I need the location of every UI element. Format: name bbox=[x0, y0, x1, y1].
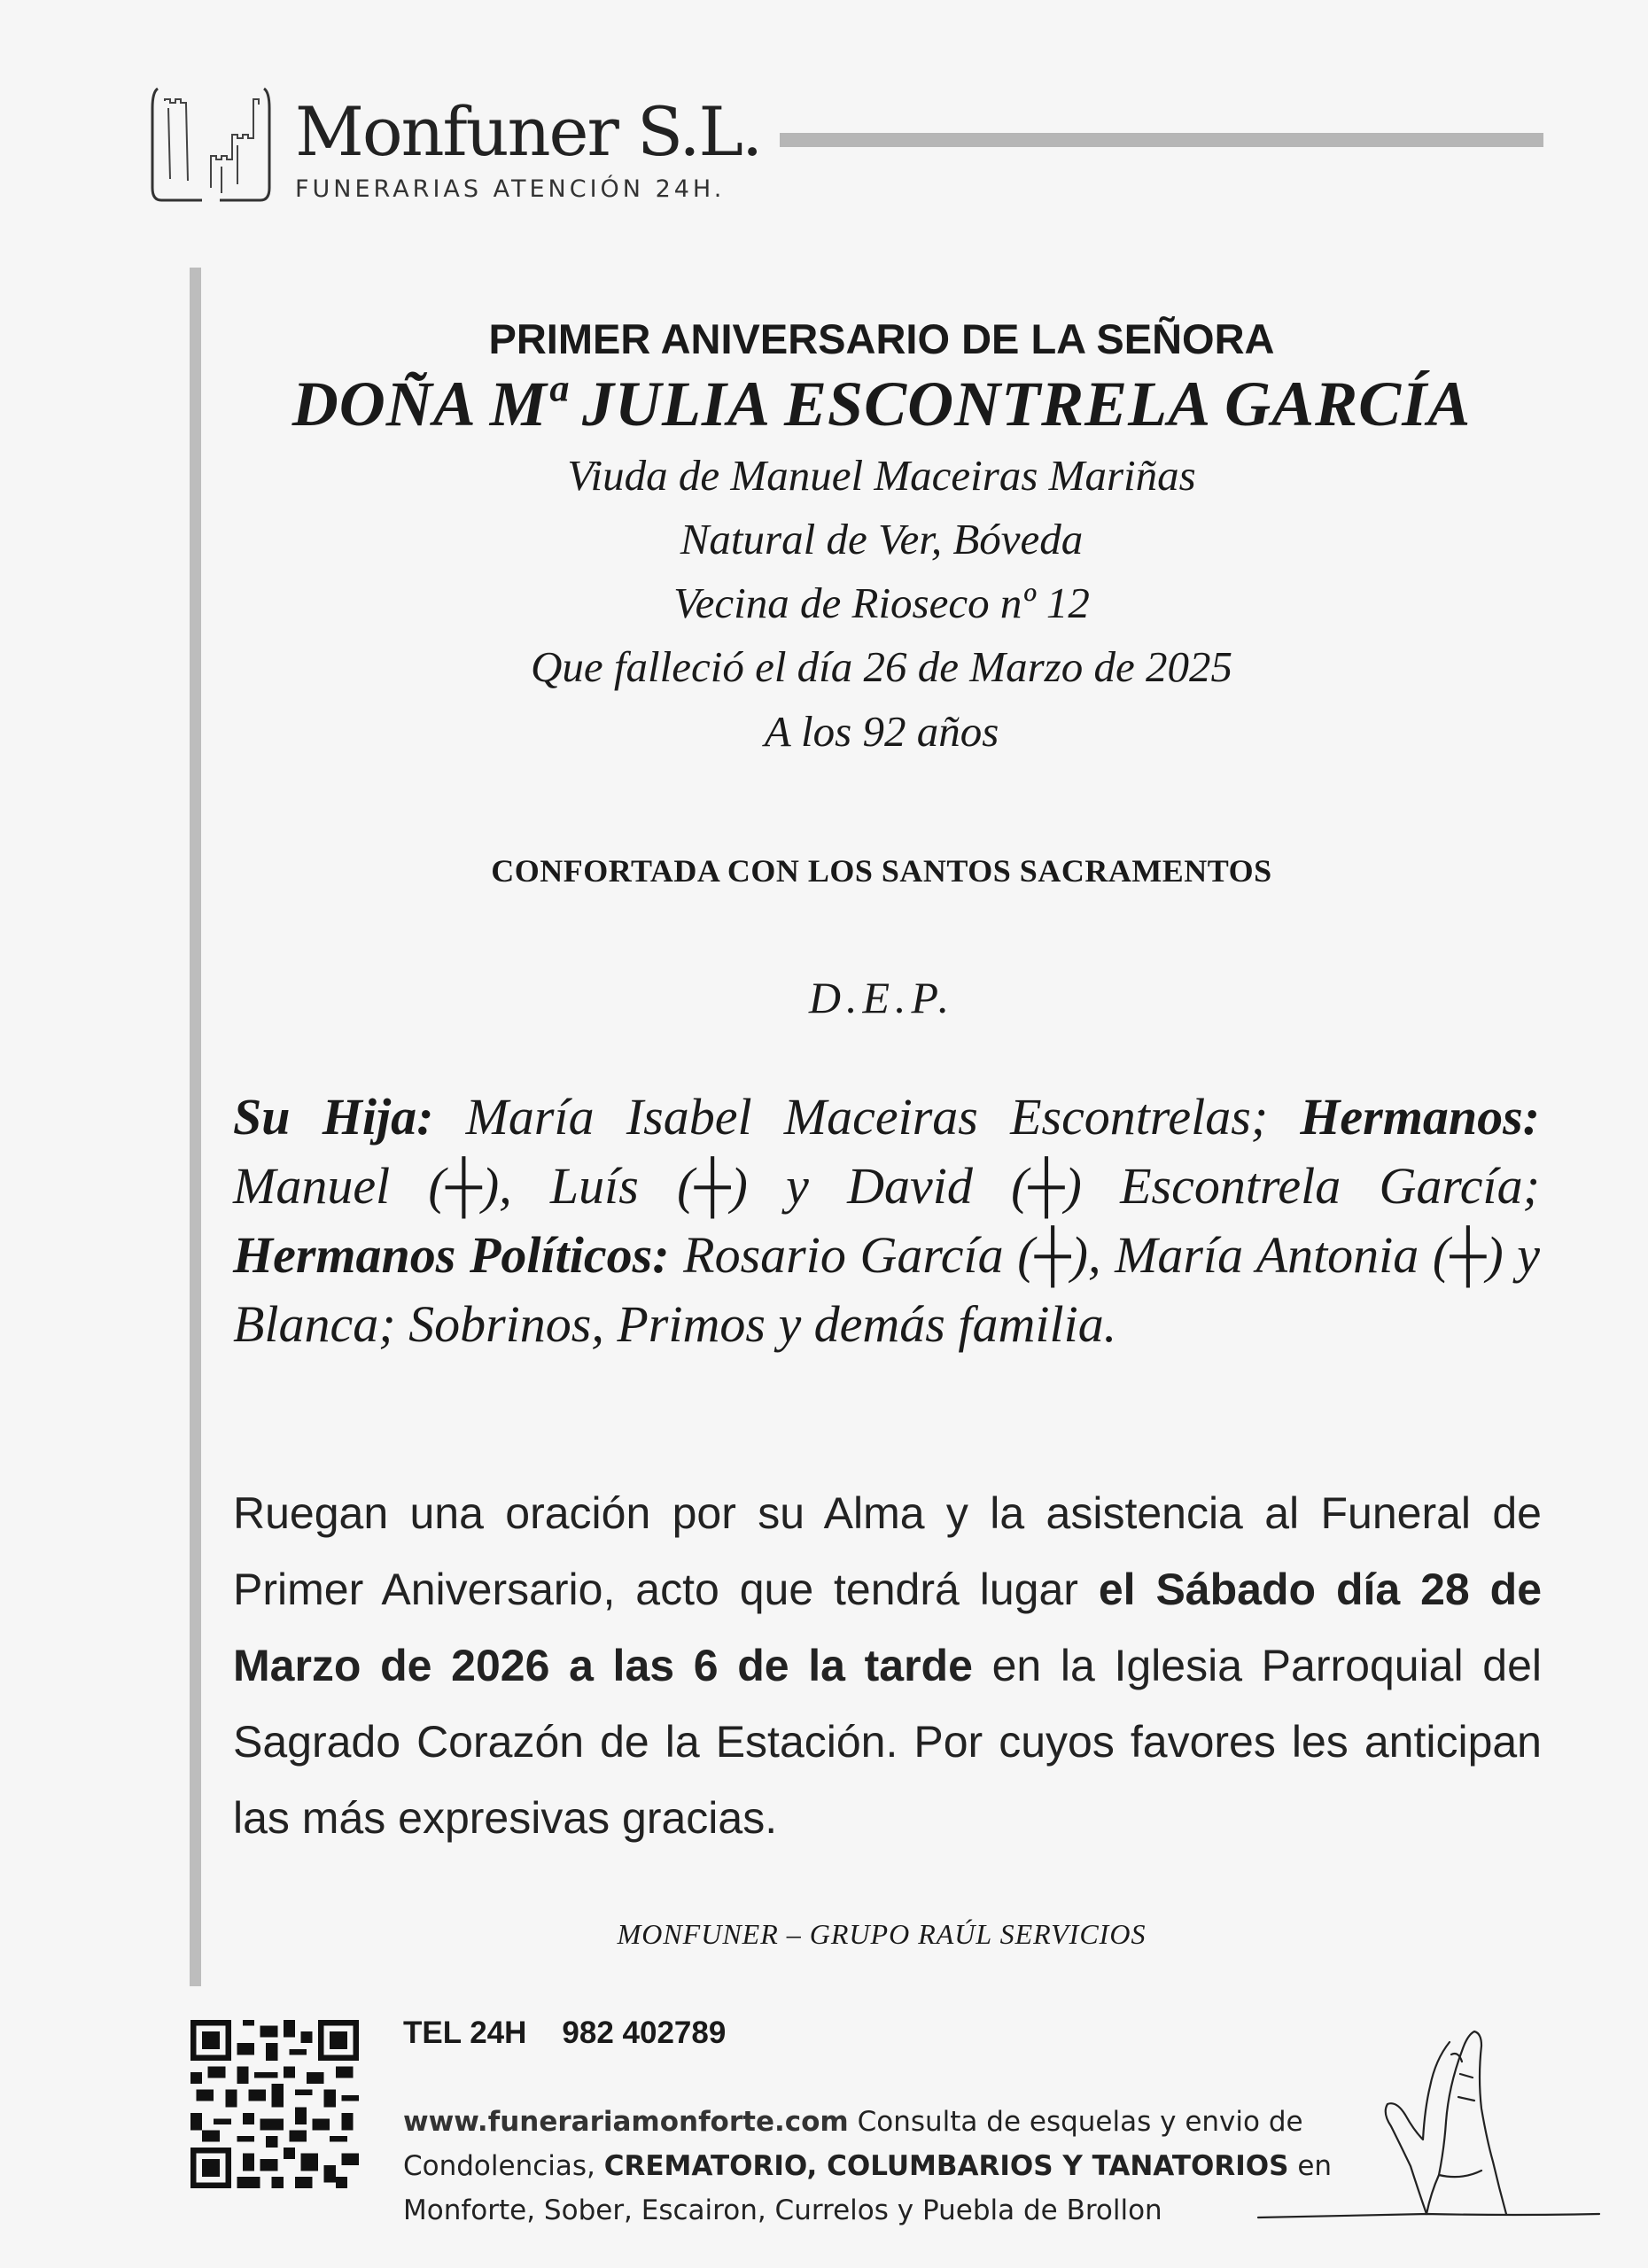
family-paragraph bbox=[233, 1083, 1540, 1359]
deceased-name: DOÑA Mª JULIA ESCONTRELA GARCÍA bbox=[292, 369, 1472, 439]
monfuner-logo-icon bbox=[149, 82, 273, 204]
header-divider bbox=[780, 133, 1543, 147]
family-rest: Sobrinos, Primos y demás familia. bbox=[408, 1295, 1117, 1353]
cross-icon: ┼ bbox=[1034, 1226, 1071, 1284]
hija-name: María Isabel Maceiras Escontrelas; bbox=[465, 1088, 1269, 1146]
footer-services: CREMATORIO, COLUMBARIOS Y TANATORIOS bbox=[603, 2150, 1289, 2182]
politicos-text-1: Rosario García ( bbox=[683, 1226, 1035, 1284]
dep-line: D.E.P. bbox=[808, 973, 955, 1022]
brand-tagline: FUNERARIAS ATENCIÓN 24H. bbox=[295, 175, 726, 203]
qr-code-icon bbox=[190, 2020, 359, 2188]
footer-text-1: Consulta de esquelas y envio de Condolencias, bbox=[403, 2106, 1303, 2182]
death-date-line: Que falleció el día 26 de Marzo de 2025 bbox=[530, 642, 1232, 691]
website-link[interactable]: www.funerariamonforte.com bbox=[403, 2106, 849, 2138]
tel-number[interactable]: 982 402789 bbox=[562, 2016, 727, 2050]
hermanos-text-2: ), Luís ( bbox=[481, 1157, 695, 1215]
praying-hands-icon bbox=[1249, 2016, 1604, 2228]
footer-text bbox=[403, 2100, 1333, 2233]
left-vertical-rule bbox=[190, 268, 201, 1986]
sacraments-line: CONFORTADA CON LOS SANTOS SACRAMENTOS bbox=[491, 853, 1272, 889]
politicos-text-3: ) y Blanca; bbox=[233, 1226, 1541, 1353]
hermanos-text-4: ) bbox=[1064, 1157, 1082, 1215]
hermanos-text-1: Manuel ( bbox=[233, 1157, 446, 1215]
tel-label: TEL 24H bbox=[403, 2016, 527, 2050]
age-line: A los 92 años bbox=[764, 707, 999, 756]
prayer-text-1: Ruegan una oración por su Alma y la asistencia al Funeral de Primer Aniversario, acto que tendrá lugar bbox=[233, 1488, 1542, 1614]
funeral-date: el Sábado día 28 de Marzo de 2026 a las 6 de la tarde bbox=[233, 1565, 1543, 1690]
hermanos-text-3: ) y David ( bbox=[730, 1157, 1029, 1215]
cross-icon: ┼ bbox=[1028, 1157, 1065, 1215]
cross-icon: ┼ bbox=[694, 1157, 731, 1215]
anniversary-title: PRIMER ANIVERSARIO DE LA SEÑORA bbox=[488, 315, 1275, 362]
label-politicos: Hermanos Políticos: bbox=[233, 1226, 670, 1284]
origin-line: Natural de Ver, Bóveda bbox=[680, 515, 1084, 563]
footer-text-2: en Monforte, Sober, Escairon, Currelos y Puebla de Brollon bbox=[403, 2150, 1333, 2226]
hermanos-apellidos: Escontrela García; bbox=[1120, 1157, 1540, 1215]
label-hija: Su Hija: bbox=[233, 1088, 434, 1146]
telephone-line bbox=[403, 2016, 726, 2051]
widow-line: Viuda de Manuel Maceiras Mariñas bbox=[567, 451, 1196, 500]
cross-icon: ┼ bbox=[1450, 1226, 1487, 1284]
residence-line: Vecina de Rioseco nº 12 bbox=[673, 579, 1090, 627]
brand-name: Monfuner S.L. bbox=[295, 92, 762, 171]
politicos-text-2: ), María Antonia ( bbox=[1070, 1226, 1450, 1284]
cross-icon: ┼ bbox=[445, 1157, 482, 1215]
signature-line: MONFUNER – GRUPO RAÚL SERVICIOS bbox=[617, 1918, 1147, 1950]
label-hermanos: Hermanos: bbox=[1300, 1088, 1540, 1146]
prayer-text-2: en la Iglesia Parroquial del Sagrado Corazón de la Estación. Por cuyos favores les anticipan las más expresivas gracias. bbox=[233, 1641, 1542, 1843]
prayer-paragraph bbox=[233, 1475, 1542, 1856]
